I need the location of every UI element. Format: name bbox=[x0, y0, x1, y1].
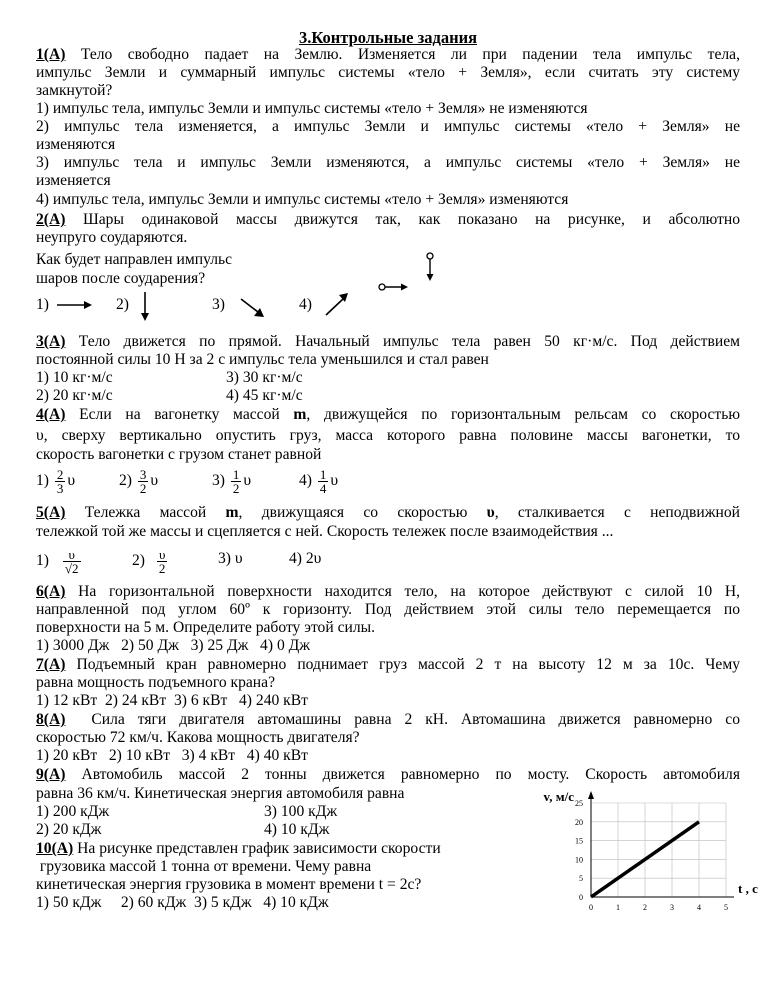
q2-line-2: неупруго соударяются. bbox=[36, 229, 188, 246]
q4-option-4-label: 4) bbox=[299, 472, 312, 490]
q1-number: 1(А) bbox=[36, 46, 66, 63]
q4-option-2 bbox=[119, 468, 158, 495]
q7-number: 7(А) bbox=[36, 656, 66, 673]
q8-number: 8(А) bbox=[36, 711, 66, 728]
y-tick-label: 20 bbox=[575, 817, 583, 827]
q3-option-3: 3) 30 кг·м/с bbox=[226, 369, 303, 386]
page-title: 3.Контрольные задания bbox=[298, 28, 478, 47]
q6-options: 1) 3000 Дж 2) 50 Дж 3) 25 Дж 4) 0 Дж bbox=[36, 637, 311, 654]
q5-number: 5(А) bbox=[36, 504, 66, 521]
q5-option-2 bbox=[132, 548, 169, 575]
q5-mass-symbol: m bbox=[225, 504, 239, 521]
q4-option-4 bbox=[299, 468, 338, 495]
denominator: 2 bbox=[158, 561, 166, 576]
q4-option-1-label: 1) bbox=[36, 472, 49, 490]
x-tick-label: 5 bbox=[724, 903, 728, 912]
q5-option-1-label: 1) bbox=[36, 552, 49, 570]
q4-line-2: υ, сверху вертикально опустить груз, масса которого равна половине массы вагонетки, то bbox=[36, 427, 740, 444]
y-axis-label: v, м/с bbox=[543, 789, 574, 804]
q10-number: 10(А) bbox=[36, 840, 74, 857]
q4-option-2-label: 2) bbox=[119, 472, 132, 490]
q4-text-1a: Если на вагонетку массой bbox=[65, 406, 294, 423]
q4-option-3 bbox=[212, 468, 251, 495]
q4-option-2-fraction bbox=[138, 468, 149, 495]
q9-option-4: 4) 10 кДж bbox=[264, 821, 330, 838]
numerator: 2 bbox=[56, 467, 64, 482]
velocity-symbol: υ bbox=[67, 472, 76, 490]
q4-text-1b: , движущейся по горизонтальным рельсам со скоростью bbox=[306, 406, 740, 423]
q10-text-1: На рисунке представлен график зависимости скорости bbox=[73, 840, 441, 857]
q1-option-2: 2) импульс тела изменяется, а импульс Земли и импульс системы «тело + Земля» не bbox=[36, 118, 740, 135]
q4-line-1 bbox=[36, 406, 740, 424]
q1-option-3-cont: изменяется bbox=[36, 172, 111, 189]
velocity-time-chart bbox=[488, 778, 758, 928]
q9-option-3: 3) 100 кДж bbox=[264, 803, 338, 820]
q9-text-1: Автомобиль массой 2 тонны движется равномерно по мосту. Скорость автомобиля bbox=[65, 766, 740, 783]
q3-option-4: 4) 45 кг·м/с bbox=[226, 387, 303, 404]
ball-2 bbox=[379, 284, 385, 290]
q2-line-3: Как будет направлен импульс bbox=[36, 251, 233, 268]
q5-option-4: 4) 2υ bbox=[289, 550, 322, 567]
q10-line-2: грузовика массой 1 тонна от времени. Чему равна bbox=[36, 858, 372, 875]
x-tick-label: 2 bbox=[643, 903, 647, 912]
q10-line-3: кинетическая энергия грузовика в момент времени t = 2с? bbox=[36, 876, 422, 893]
q5-text-1c: , сталкивается с неподвижной bbox=[494, 504, 741, 521]
denominator: 4 bbox=[319, 481, 327, 496]
y-tick-label: 25 bbox=[575, 799, 583, 808]
q2-line-1 bbox=[36, 211, 740, 229]
q9-option-2: 2) 20 кДж bbox=[36, 821, 102, 838]
q4-option-1 bbox=[36, 468, 75, 495]
q3-number: 3(А) bbox=[36, 333, 66, 350]
q2-option-2: 2) bbox=[116, 296, 129, 313]
q8-line-2: скоростью 72 км/ч. Какова мощность двигателя? bbox=[36, 729, 360, 746]
arrow-down-right-icon bbox=[239, 296, 267, 320]
numerator: 3 bbox=[139, 467, 147, 482]
arrow-right-icon bbox=[55, 296, 95, 314]
q1-option-3: 3) импульс тела и импульс Земли изменяются, а импульс системы «тело + Земля» не bbox=[36, 154, 740, 171]
q3-text-1: Тело движется по прямой. Начальный импульс тела равен 50 кг·м/с. Под действием bbox=[65, 333, 740, 350]
q9-option-1: 1) 200 кДж bbox=[36, 803, 110, 820]
q1-text-1: Тело свободно падает на Землю. Изменяется ли при падении тела импульс тела, bbox=[65, 46, 740, 63]
ball-1-arrowhead bbox=[427, 274, 434, 281]
q4-mass-symbol: m bbox=[293, 406, 307, 423]
q1-option-1: 1) импульс тела, импульс Земли и импульс системы «тело + Земля» не изменяются bbox=[36, 100, 588, 117]
velocity-symbol: υ bbox=[243, 472, 252, 490]
q6-line-1 bbox=[36, 583, 740, 601]
q2-line-4: шаров после соударения? bbox=[36, 270, 206, 287]
q4-number: 4(А) bbox=[36, 406, 66, 423]
arrow-up-right-icon bbox=[323, 290, 351, 318]
denominator: 2 bbox=[139, 481, 147, 496]
q1-line-2: импульс Земли и суммарный импульс системы «тело + Земля», если считать эту систему bbox=[36, 64, 740, 81]
q1-option-4: 4) импульс тела, импульс Земли и импульс системы «тело + Земля» изменяются bbox=[36, 191, 569, 208]
ball-1 bbox=[427, 253, 433, 259]
q5-option-1-fraction bbox=[63, 548, 81, 575]
q7-line-2: равна мощность подъемного крана? bbox=[36, 674, 275, 691]
q7-text-1: Подъемный кран равномерно поднимает груз массой 2 т на высоту 12 м за 10с. Чему bbox=[65, 656, 740, 673]
numerator: 1 bbox=[232, 467, 240, 482]
q5-text-1a: Тележка массой bbox=[65, 504, 226, 521]
y-tick-label: 5 bbox=[579, 874, 583, 884]
q2-option-1: 1) bbox=[36, 296, 49, 313]
q5-velocity-symbol: υ bbox=[486, 504, 495, 521]
q2-number: 2(А) bbox=[36, 211, 66, 228]
q3-line-1 bbox=[36, 333, 740, 351]
x-axis-label: t , c bbox=[738, 881, 758, 896]
q1-line-3: замкнутой? bbox=[36, 82, 113, 99]
q5-option-1 bbox=[36, 548, 83, 575]
y-tick-label: 0 bbox=[579, 893, 583, 902]
denominator: 2 bbox=[232, 481, 240, 496]
q2-option-3: 3) bbox=[212, 296, 225, 313]
q1-option-2-cont: изменяются bbox=[36, 136, 116, 153]
q2-collision-figure bbox=[374, 248, 454, 300]
q7-line-1 bbox=[36, 656, 740, 674]
velocity-symbol: υ bbox=[150, 472, 159, 490]
q10-line-1 bbox=[36, 840, 441, 858]
q6-text-1: На горизонтальной поверхности находится тело, на которое действуют с силой 10 Н, bbox=[65, 583, 740, 600]
arrow-down-icon bbox=[138, 290, 152, 322]
q4-option-3-label: 3) bbox=[212, 472, 225, 490]
q5-option-2-fraction bbox=[157, 548, 168, 575]
q5-text-1b: , движущаяся со скоростью bbox=[238, 504, 487, 521]
q6-line-3: поверхности на 5 м. Определите работу этой силы. bbox=[36, 619, 376, 636]
q3-line-2: постоянной силы 10 Н за 2 с импульс тела уменьшился и стал равен bbox=[36, 351, 489, 368]
q1-line-1 bbox=[36, 46, 740, 64]
x-tick-label: 4 bbox=[697, 903, 701, 912]
denominator: 3 bbox=[56, 481, 64, 496]
velocity-symbol: υ bbox=[330, 472, 339, 490]
q4-option-4-fraction bbox=[318, 468, 329, 495]
x-tick-label: 1 bbox=[616, 903, 620, 912]
denominator: √2 bbox=[64, 561, 79, 576]
y-tick-label: 10 bbox=[575, 855, 583, 865]
q7-options: 1) 12 кВт 2) 24 кВт 3) 6 кВт 4) 240 кВт bbox=[36, 692, 308, 709]
y-axis-arrow bbox=[588, 791, 594, 799]
q6-line-2: направленной под углом 60º к горизонту. Под действием этой силы тело перемещается по bbox=[36, 601, 740, 618]
q9-line-2: равна 36 км/ч. Кинетическая энергия автомобиля равна bbox=[36, 785, 405, 802]
q5-option-3: 3) υ bbox=[218, 550, 243, 567]
ball-2-arrowhead bbox=[401, 284, 408, 291]
q10-options: 1) 50 кДж 2) 60 кДж 3) 5 кДж 4) 10 кДж bbox=[36, 894, 329, 911]
q8-text-1: Сила тяги двигателя автомашины равна 2 кН. Автомашина движется равномерно со bbox=[65, 711, 740, 728]
q4-line-3: скорость вагонетки с грузом станет равной bbox=[36, 446, 322, 463]
numerator: υ bbox=[157, 548, 168, 562]
q9-number: 9(А) bbox=[36, 766, 66, 783]
q3-option-2: 2) 20 кг·м/с bbox=[36, 387, 113, 404]
q8-options: 1) 20 кВт 2) 10 кВт 3) 4 кВт 4) 40 кВт bbox=[36, 747, 308, 764]
q4-option-1-fraction bbox=[55, 468, 66, 495]
q5-line-2: тележкой той же массы и сцепляется с ней. Скорость тележек после взаимодействия ... bbox=[36, 523, 614, 540]
numerator: υ bbox=[63, 548, 81, 562]
x-tick-label: 0 bbox=[589, 903, 593, 912]
q2-text-1: Шары одинаковой массы движутся так, как показано на рисунке, и абсолютно bbox=[65, 211, 740, 228]
q5-line-1 bbox=[36, 504, 740, 522]
q5-option-2-label: 2) bbox=[132, 552, 145, 570]
q8-line-1 bbox=[36, 711, 740, 729]
q2-option-4: 4) bbox=[299, 296, 312, 313]
y-tick-label: 15 bbox=[575, 836, 583, 846]
page bbox=[36, 0, 758, 994]
q3-option-1: 1) 10 кг·м/с bbox=[36, 369, 113, 386]
numerator: 1 bbox=[319, 467, 327, 482]
q6-number: 6(А) bbox=[36, 583, 66, 600]
q4-option-3-fraction bbox=[231, 468, 242, 495]
x-tick-label: 3 bbox=[670, 903, 674, 912]
